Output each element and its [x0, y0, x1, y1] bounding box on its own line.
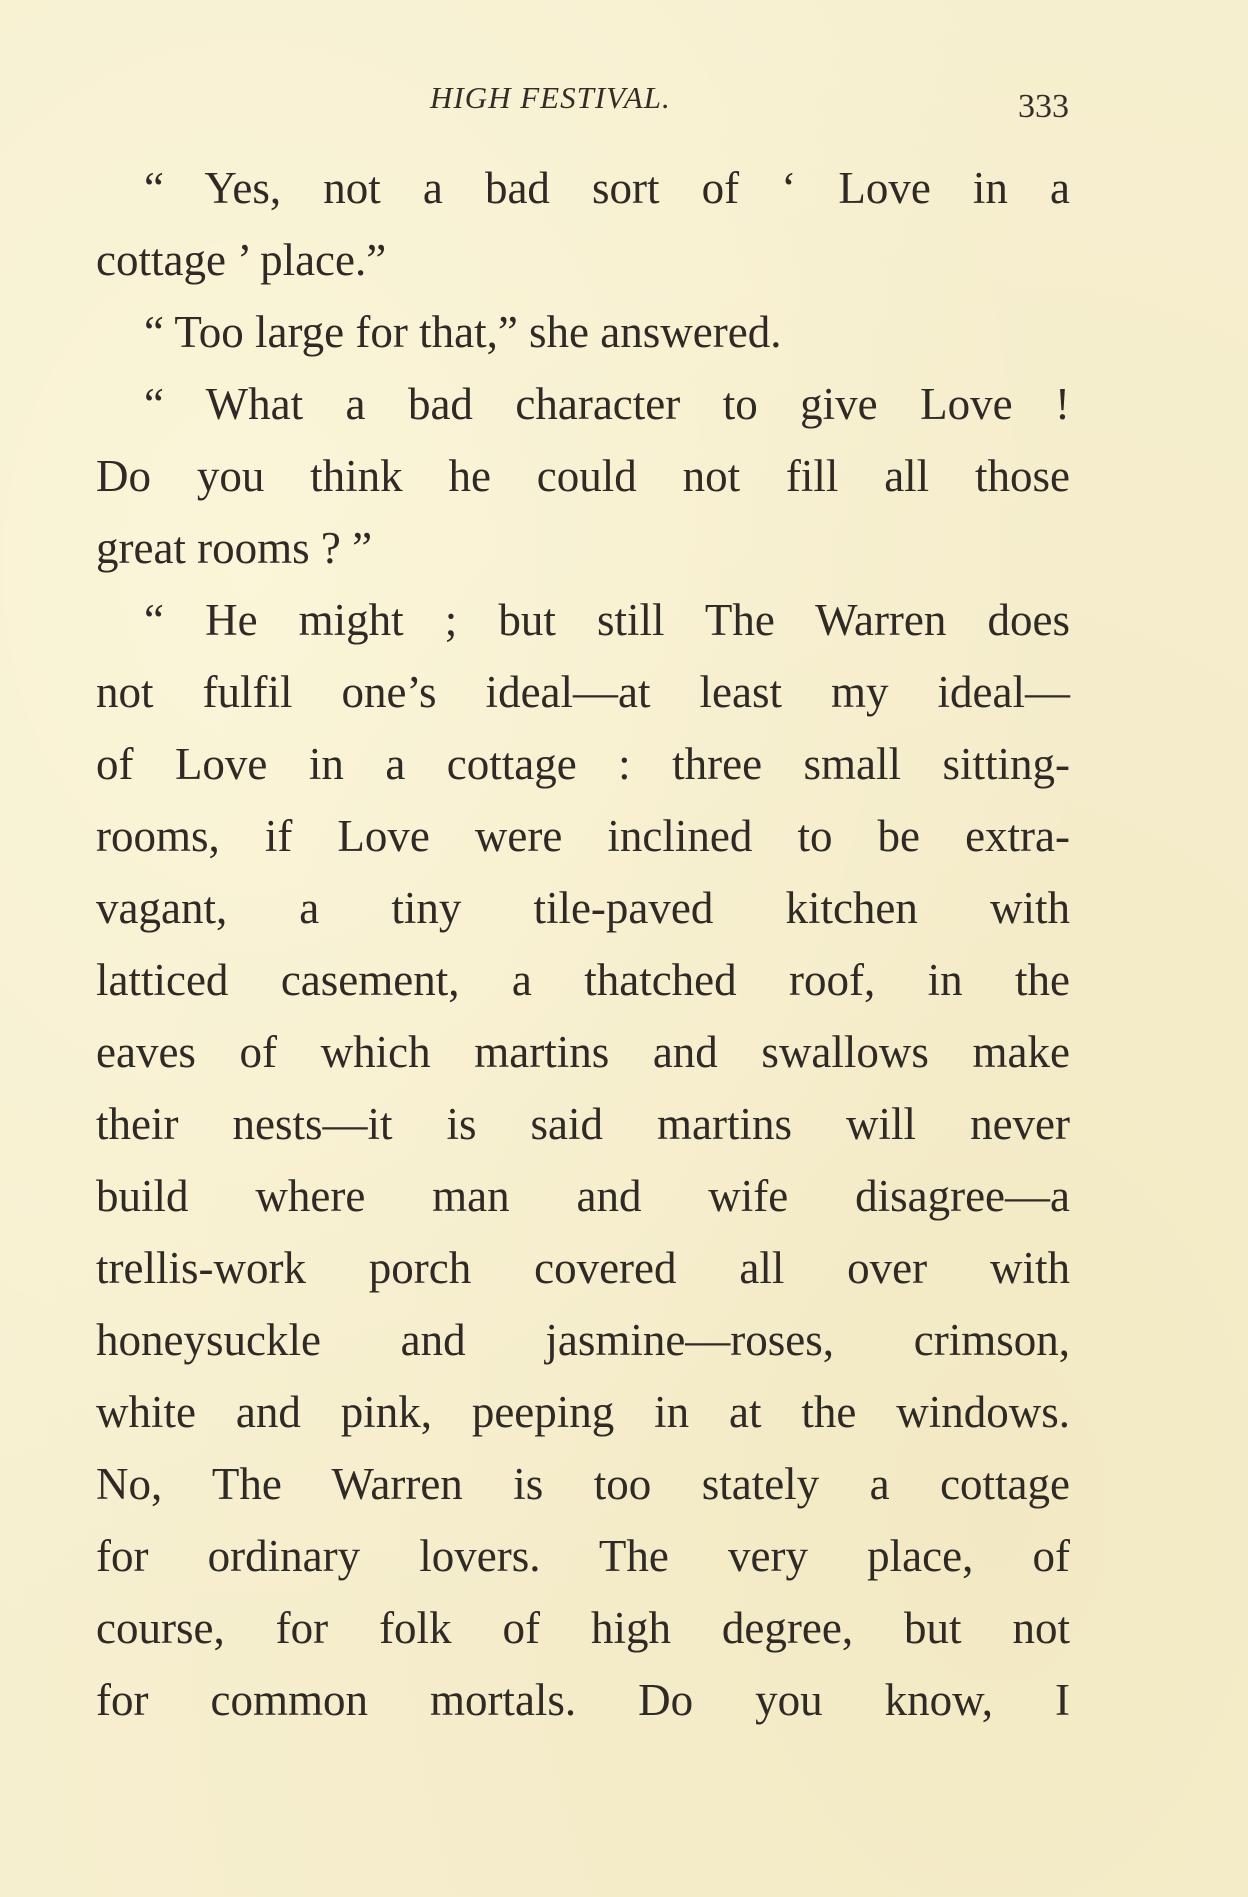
text-line: course, for folk of high degree, but not — [96, 1603, 1070, 1653]
text-line: their nests—it is said martins will never — [96, 1099, 1070, 1149]
text-line: for ordinary lovers. The very place, of — [96, 1531, 1070, 1581]
text-line: not fulfil one’s ideal—at least my ideal— — [96, 667, 1070, 717]
text-line: “ What a bad character to give Love ! — [144, 379, 1070, 429]
text-line: eaves of which martins and swallows make — [96, 1027, 1070, 1077]
text-line: cottage ’ place.” — [96, 235, 387, 285]
text-line: vagant, a tiny tile-paved kitchen with — [96, 883, 1070, 933]
text-line: “ Too large for that,” she answered. — [144, 307, 782, 357]
running-title: HIGH FESTIVAL. — [430, 80, 671, 115]
body-text — [96, 152, 1070, 1736]
text-line: No, The Warren is too stately a cottage — [96, 1459, 1070, 1509]
text-line: “ He might ; but still The Warren does — [144, 595, 1070, 645]
text-line: trellis-work porch covered all over with — [96, 1243, 1070, 1293]
text-line: Do you think he could not fill all those — [96, 451, 1070, 501]
text-line: of Love in a cottage : three small sitting- — [96, 739, 1070, 789]
text-line: rooms, if Love were inclined to be extra- — [96, 811, 1070, 861]
text-line: latticed casement, a thatched roof, in the — [96, 955, 1070, 1005]
page-number: 333 — [1018, 88, 1069, 125]
text-line: “ Yes, not a bad sort of ‘ Love in a — [144, 163, 1070, 213]
text-line: great rooms ? ” — [96, 523, 373, 573]
text-line: honeysuckle and jasmine—roses, crimson, — [96, 1315, 1070, 1365]
text-line: for common mortals. Do you know, I — [96, 1675, 1070, 1725]
text-line: white and pink, peeping in at the windows. — [96, 1387, 1070, 1437]
text-line: build where man and wife disagree—a — [96, 1171, 1070, 1221]
